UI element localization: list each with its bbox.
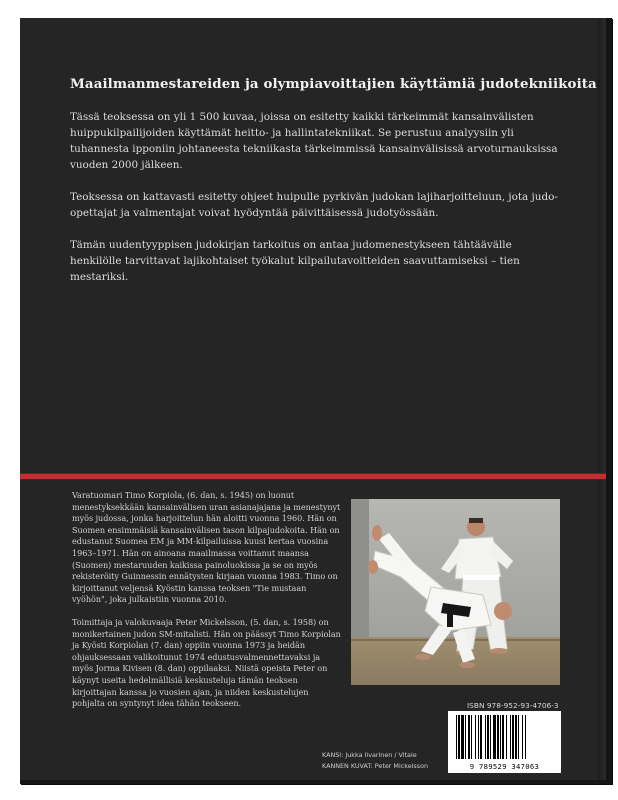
barcode-bar xyxy=(502,715,504,759)
barcode-bar xyxy=(456,715,457,759)
barcode-bar xyxy=(490,715,491,759)
cover-edge xyxy=(598,18,606,780)
barcode-bar xyxy=(518,715,519,759)
cover-credits xyxy=(322,750,428,772)
barcode-bar xyxy=(515,715,517,759)
barcode-bars xyxy=(448,711,561,763)
barcode-bar xyxy=(475,715,476,759)
barcode-bar xyxy=(506,715,507,759)
description-paragraph-1: Tässä teoksessa on yli 1 500 kuvaa, joissa on esitetty kaikki tärkeimmät kansainvälisten huippukilpailijoiden käyttämät heitto- ja hallintatekniikat. Se perustuu analyysiin yli tuhannesta ipponiin johtaneesta tekniikasta tärkeimmissä kansainvälisissä arvoturnauksissa vuoden 2000 jälkeen. xyxy=(70,111,558,171)
barcode-bar xyxy=(458,715,460,759)
barcode-digits: 9 789529 347063 xyxy=(469,762,540,771)
barcode-bar xyxy=(485,715,486,759)
back-cover xyxy=(20,18,612,784)
judo-throw-illustration xyxy=(351,499,560,685)
isbn-number: ISBN 978-952-93-4706-3 xyxy=(467,701,559,710)
description-paragraph-2: Teoksessa on kattavasti esitetty ohjeet huipulle pyrkivän judokan lajiharjoitteluun, jota judo-opettajat ja valmentajat voivat hyödyntää päivittäisessä judotyössään. xyxy=(70,191,558,219)
description-paragraph-3: Tämän uudentyyppisen judokirjan tarkoitus on antaa judomenestykseen tähtäävälle henkilölle tarvittavat lajikohtaiset työkalut kilpailutavoitteiden saavuttamiseksi – tien mestariksi. xyxy=(70,239,520,283)
barcode-bar xyxy=(525,715,526,759)
author-bio-korpiola: Varatuomari Timo Korpiola, (6. dan, s. 1945) on luonut menestyksekkään kansainvälisen uran asianajajana ja menestynyt myös judossa, jonka harjoittelun hän aloitti vuonna 1960. Hän on Suomen ensimmäisiä kansainvälisen tason kilpajudokoita. Hän on edustanut Suomea EM ja MM-kilpailuissa kuusi kertaa vuosina 1963–1971. Hän on ainoana maailmassa voittanut maansa (Suomen) mestaruuden kaikissa painoluokissa ja se on myös rekisteröity Guinnessin ennätysten kirjaan vuonna 1983. Timo on kirjoittanut veljensä Kyöstin kanssa teoksen "Tie mustaan vyöhön", joka julkaistiin vuonna 2010. xyxy=(72,490,341,605)
barcode-bar xyxy=(522,715,523,759)
credit-photos: KANNEN KUVAT: Peter Mickelsson xyxy=(322,762,429,770)
barcode-bar xyxy=(468,715,470,759)
credit-cover: KANSI: Jukka Iivarinen / Vitale xyxy=(322,751,417,759)
divider-bottom xyxy=(20,479,606,480)
barcode-bar xyxy=(512,715,514,759)
author-bio-mickelsson: Toimittaja ja valokuvaaja Peter Mickelsson, (5. dan, s. 1958) on monikertainen judon SM-mitalisti. Hän on päässyt Timo Korpiolan ja Kyösti Korpiolan (7. dan) oppiin vuonna 1973 ja heidän ohjauksessaan valikoitunut 1974 edustusvalmennettavaksi ja myös Jorma Kivisen (8. dan) oppilaaksi. Niistä opeista Peter on käynyt useita hedelmällisiä keskusteluja tämän teoksen kirjoittajan kanssa jo vuosien ajan, ja niiden keskustelujen pohjalta on syntynyt idea tähän teokseen. xyxy=(72,616,341,709)
barcode-bar xyxy=(478,715,479,759)
barcode-bar xyxy=(487,715,489,759)
description-block xyxy=(70,76,597,301)
barcode-bar xyxy=(497,715,499,759)
barcode-bar xyxy=(480,715,482,759)
barcode-bar xyxy=(461,715,464,759)
barcode-bar xyxy=(510,715,511,759)
barcode-bar xyxy=(471,715,472,759)
barcode-bar xyxy=(500,715,501,759)
barcode xyxy=(448,711,561,773)
barcode-bar xyxy=(493,715,496,759)
headline: Maailmanmestareiden ja olympiavoittajien käyttämiä judotekniikoita xyxy=(70,76,597,92)
barcode-bar xyxy=(465,715,466,759)
author-bios xyxy=(72,490,342,721)
judo-throw-photo xyxy=(351,499,560,685)
